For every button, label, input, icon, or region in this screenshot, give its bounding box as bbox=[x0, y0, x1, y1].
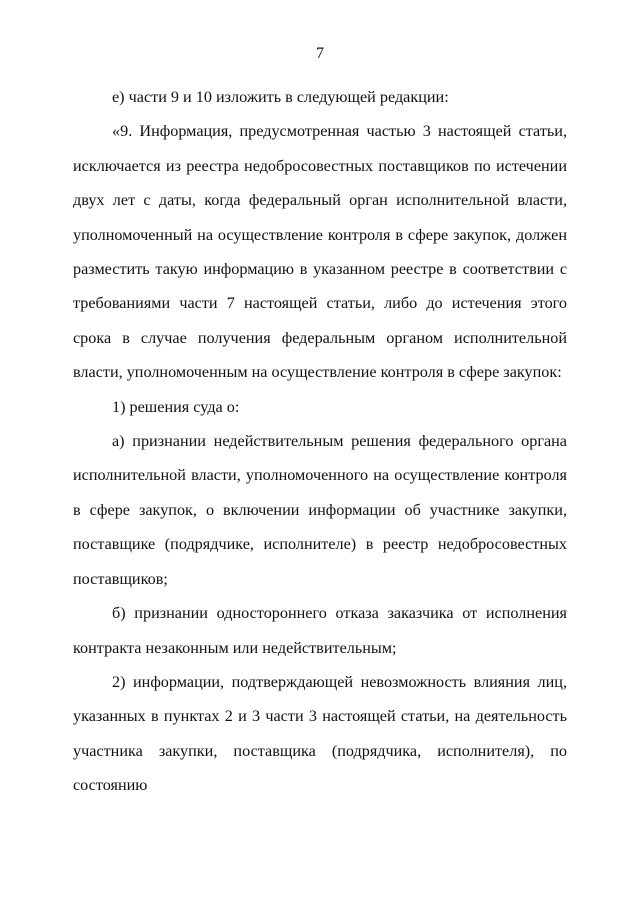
paragraph-item-2: 2) информации, подтверждающей невозможность влияния лиц, указанных в пунктах 2 и 3 части 3 настоящей статьи, на деятельность участника закупки, поставщика (подрядчика, исполнителя), по состоянию bbox=[73, 672, 567, 795]
paragraph-amendment-intro: е) части 9 и 10 изложить в следующей редакции: bbox=[112, 88, 449, 106]
document-body bbox=[73, 80, 567, 803]
paragraph-part-9: «9. Информация, предусмотренная частью 3 настоящей статьи, исключается из реестра недобросовестных поставщиков по истечении двух лет с даты, когда федеральный орган исполнительной власти, уполномоченный на осуществление контроля в сфере закупок, должен разместить такую информацию в указанном реестре в соответствии с требованиями части 7 настоящей статьи, либо до истечения этого срока в случае получения федеральным органом исполнительной власти, уполномоченным на осуществление контроля в сфере закупок: bbox=[73, 122, 567, 382]
page-number: 7 bbox=[316, 45, 324, 62]
paragraph-subitem-b: б) признании одностороннего отказа заказчика от исполнения контракта незаконным или недействительным; bbox=[73, 604, 567, 657]
paragraph-item-1: 1) решения суда о: bbox=[112, 397, 240, 416]
paragraph-subitem-a: а) признании недействительным решения федерального органа исполнительной власти, уполномоченного на осуществление контроля в сфере закупок, о включении информации об участнике закупки, поставщике (подрядчике, исполнителе) в реестр недобросовестных поставщиков; bbox=[73, 432, 567, 588]
